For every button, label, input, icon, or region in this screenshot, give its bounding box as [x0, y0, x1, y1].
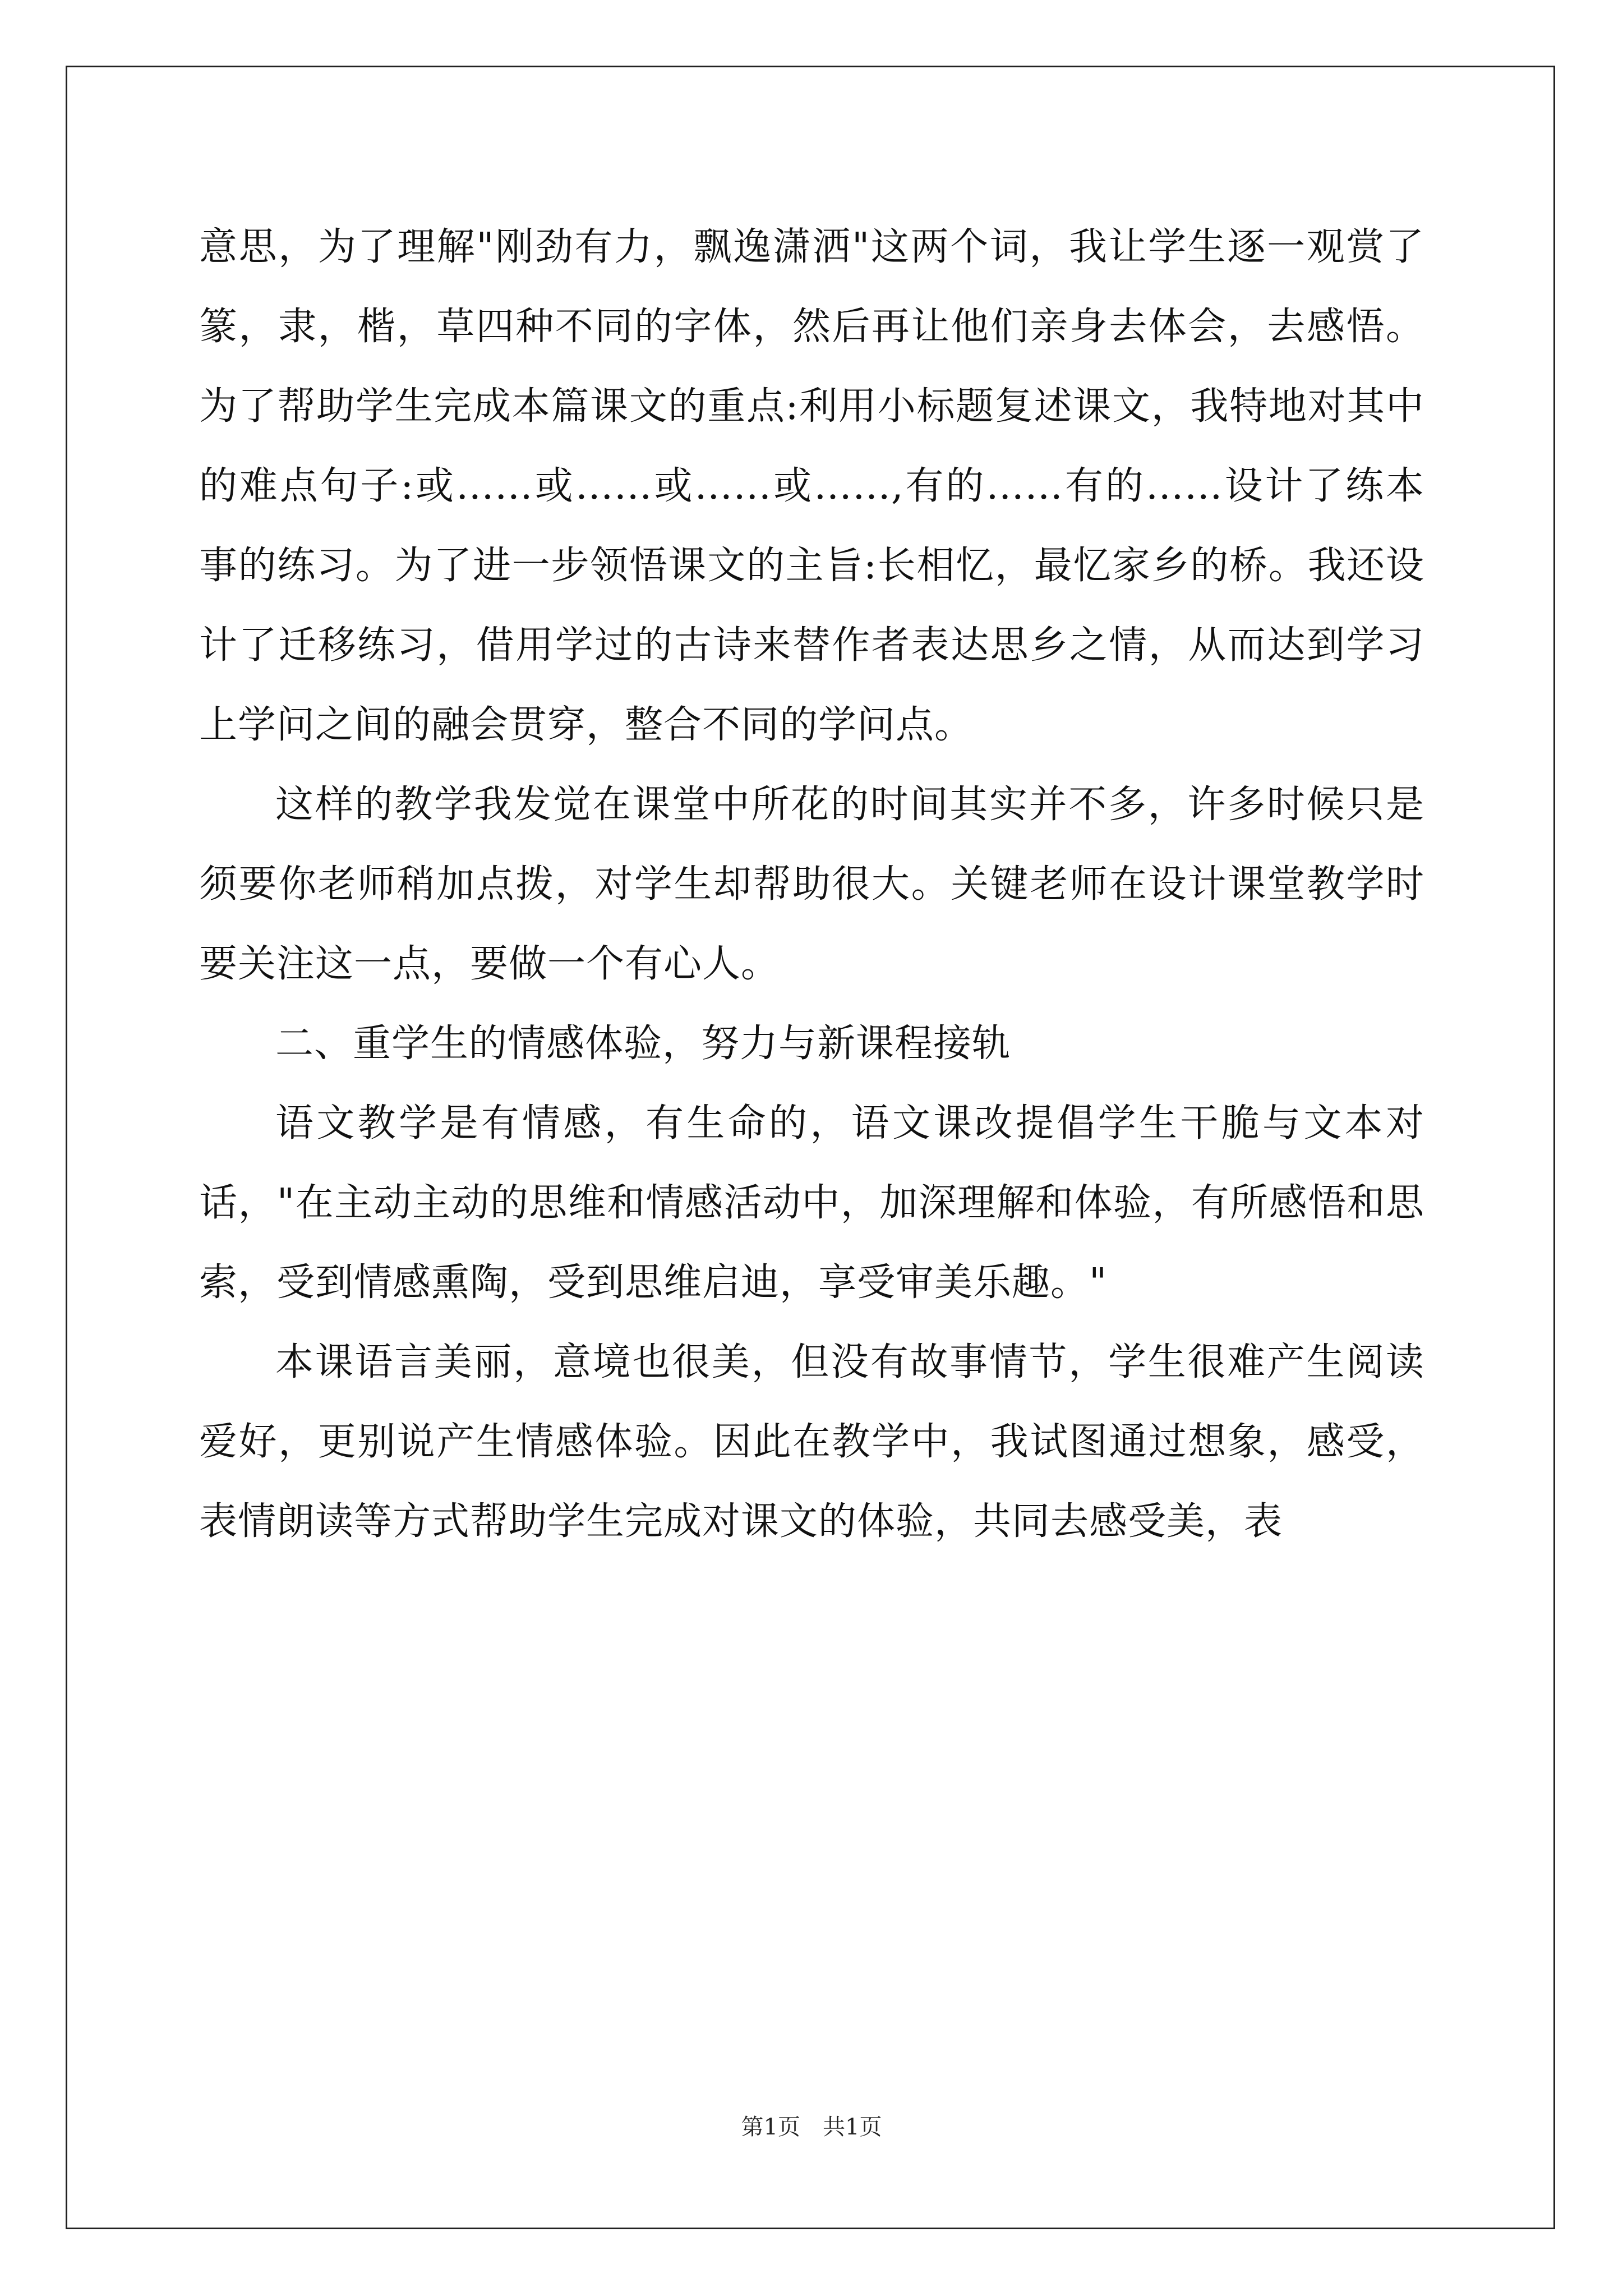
paragraph: 语文教学是有情感，有生命的，语文课改提倡学生干脆与文本对话，"在主动主动的思维和情感活动中，加深理解和体验，有所感悟和思索，受到情感熏陶，受到思维启迪，享受审美乐趣。" [199, 1101, 1424, 1305]
paragraph-continuation: 意思，为了理解"刚劲有力，飘逸潇洒"这两个词，我让学生逐一观赏了篆，隶，楷，草四种不同的字体，然后再让他们亲身去体会，去感悟。为了帮助学生完成本篇课文的重点:利用小标题复述课文，我特地对其中的难点句子:或……或……或……或……,有的……有的……设计了练本事的练习。为了进一步领悟课文的主旨:长相忆，最忆家乡的桥。我还设计了迁移练习，借用学过的古诗来替作者表达思乡之情，从而达到学习上学问之间的融会贯穿，整合不同的学问点。 [199, 225, 1424, 747]
paragraph: 本课语言美丽，意境也很美，但没有故事情节，学生很难产生阅读爱好，更别说产生情感体验。因此在教学中，我试图通过想象，感受，表情朗读等方式帮助学生完成对课文的体验，共同去感受美，表 [199, 1340, 1424, 1544]
document-body [199, 208, 1424, 1562]
page-footer: 第1页 共1页 [741, 2114, 882, 2140]
paragraph: 这样的教学我发觉在课堂中所花的时间其实并不多，许多时候只是须要你老师稍加点拨，对学生却帮助很大。关键老师在设计课堂教学时要关注这一点，要做一个有心人。 [199, 783, 1424, 986]
section-heading: 二、重学生的情感体验，努力与新课程接轨 [275, 1022, 1011, 1066]
